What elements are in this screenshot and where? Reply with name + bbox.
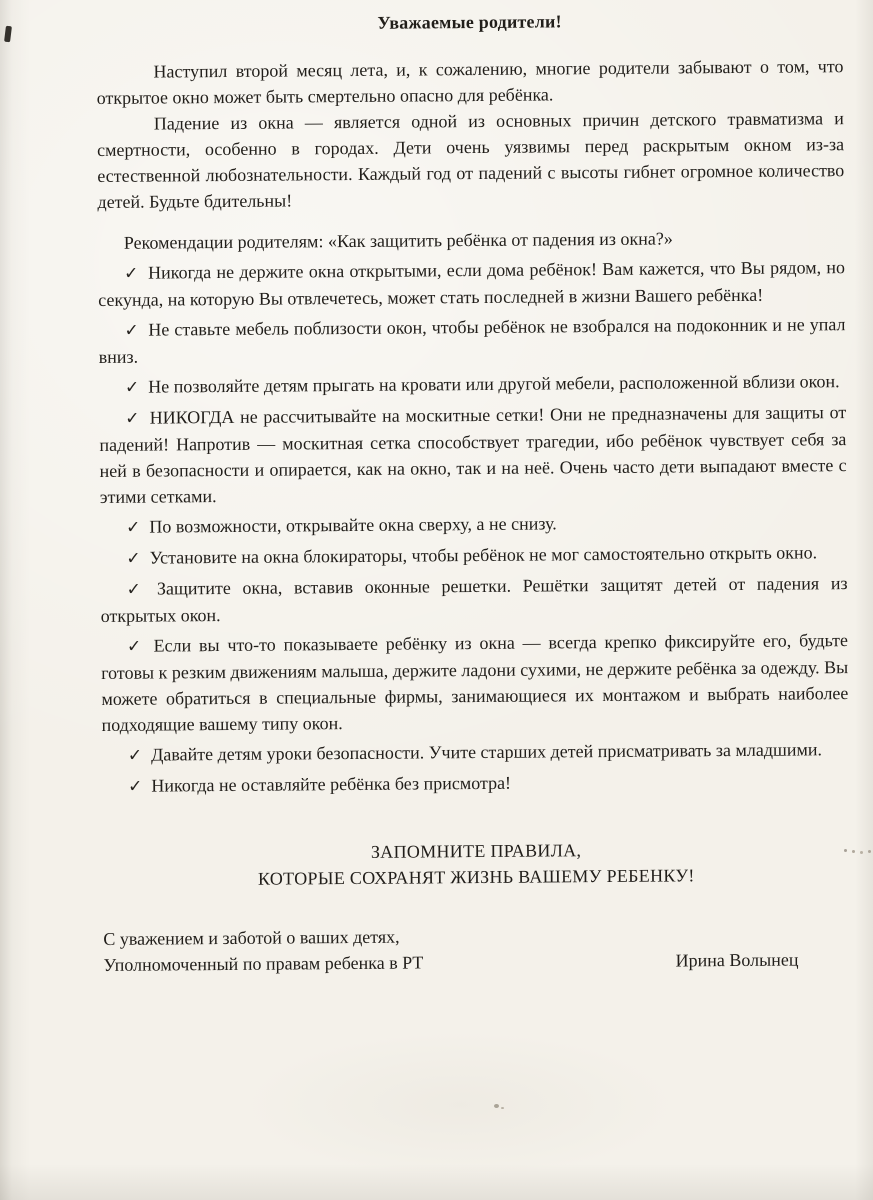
recommendation-item — [99, 368, 846, 401]
recommendation-item — [98, 311, 845, 370]
recommendation-text: Никогда не держите окна открытыми, если дома ребёнок! Вам кажется, что Вы рядом, но секунда, на которую Вы отвлечетесь, может стать последней в жизни Вашего ребёнка! — [98, 257, 846, 310]
recommendations-heading: Рекомендации родителям: «Как защитить ребёнка от падения из окна?» — [123, 228, 673, 253]
document-content — [96, 6, 851, 978]
recommendation-item — [100, 508, 847, 541]
recommendation-text: НИКОГДА не рассчитывайте на москитные сетки! Они не предназначены для защиты от падений! Напротив — москитная сетка способствует трагедии, ибо ребёнок чувствует себя за ней в безопасности и опирается, как на окно, так и на неё. Очень часто дети выпадают вместе с этими сетками. — [99, 402, 847, 507]
recommendation-text: Давайте детям уроки безопасности. Учите старших детей присматривать за младшими. — [151, 739, 823, 765]
recommendation-item — [100, 539, 847, 572]
recommendation-item — [98, 254, 845, 313]
recommendation-text: Не позволяйте детям прыгать на кровати или другой мебели, расположенной вблизи окон. — [148, 371, 840, 397]
checkmark-icon: ✓ — [124, 377, 140, 398]
intro-paragraph: Падение из окна — является одной из основных причин детского травматизма и смертности, особенно в городах. Дети очень уязвимы перед раскрытым окном из-за естественной любознательности. Каждый год от падений с высоты гибнет огромное количество детей. Будьте бдительны! — [97, 108, 845, 212]
recommendation-item — [101, 627, 849, 738]
document-title: Уважаемые родители! — [377, 11, 562, 33]
checkmark-icon: ✓ — [123, 263, 140, 284]
recommendation-item — [99, 399, 847, 510]
checkmark-icon: ✓ — [127, 745, 143, 766]
scan-artifact-mark — [4, 26, 12, 43]
recommendation-item — [102, 736, 849, 769]
closing-line-1: С уважением и заботой о ваших детях, — [103, 926, 400, 949]
checkmark-icon: ✓ — [128, 776, 143, 797]
signature: Ирина Волынец — [675, 949, 799, 971]
checkmark-icon: ✓ — [126, 579, 149, 600]
checkmark-icon: ✓ — [126, 548, 141, 569]
checkmark-icon: ✓ — [125, 517, 141, 538]
recommendation-item — [102, 767, 849, 800]
intro-paragraph: Наступил второй месяц лета, и, к сожалению, многие родители забывают о том, что открытое окно может быть смертельно опасно для ребёнка. — [96, 56, 844, 108]
closing-line-2: Уполномоченный по правам ребенка в РТ — [103, 952, 424, 975]
recommendation-text: Установите на окна блокираторы, чтобы ребёнок не мог самостоятельно открыть окно. — [149, 542, 818, 568]
closing-block — [103, 920, 850, 978]
recommendation-item — [100, 570, 847, 629]
recommendation-text: Если вы что-то показываете ребёнку из окна — всегда крепко фиксируйте его, будьте готовы к резким движениям малыша, держите ладони сухими, не держите ребёнка за одежду. Вы можете обратиться в специальные фирмы, занимающиеся их монтажом и выбрать наиболее подходящие вашему типу окон. — [101, 630, 849, 735]
recommendation-text: Никогда не оставляйте ребёнка без присмотра! — [151, 772, 512, 796]
checkmark-icon: ✓ — [124, 320, 140, 341]
scan-bleed-through — [240, 1030, 680, 1180]
recommendation-text: Защитите окна, вставив оконные решетки. Решётки защитят детей от падения из открытых окон. — [100, 573, 848, 626]
slogan-block — [103, 835, 850, 893]
checkmark-icon: ✓ — [126, 636, 145, 657]
recommendation-text: Не ставьте мебель поблизости окон, чтобы ребёнок не взобрался на подоконник и не упал вниз. — [98, 314, 846, 367]
recommendation-text: По возможности, открывайте окна сверху, а не снизу. — [149, 513, 557, 537]
checkmark-icon: ✓ — [125, 408, 141, 429]
slogan-line-2: КОТОРЫЕ СОХРАНЯТ ЖИЗНЬ ВАШЕМУ РЕБЕНКУ! — [257, 865, 695, 889]
slogan-line-1: ЗАПОМНИТЕ ПРАВИЛА, — [370, 840, 582, 862]
